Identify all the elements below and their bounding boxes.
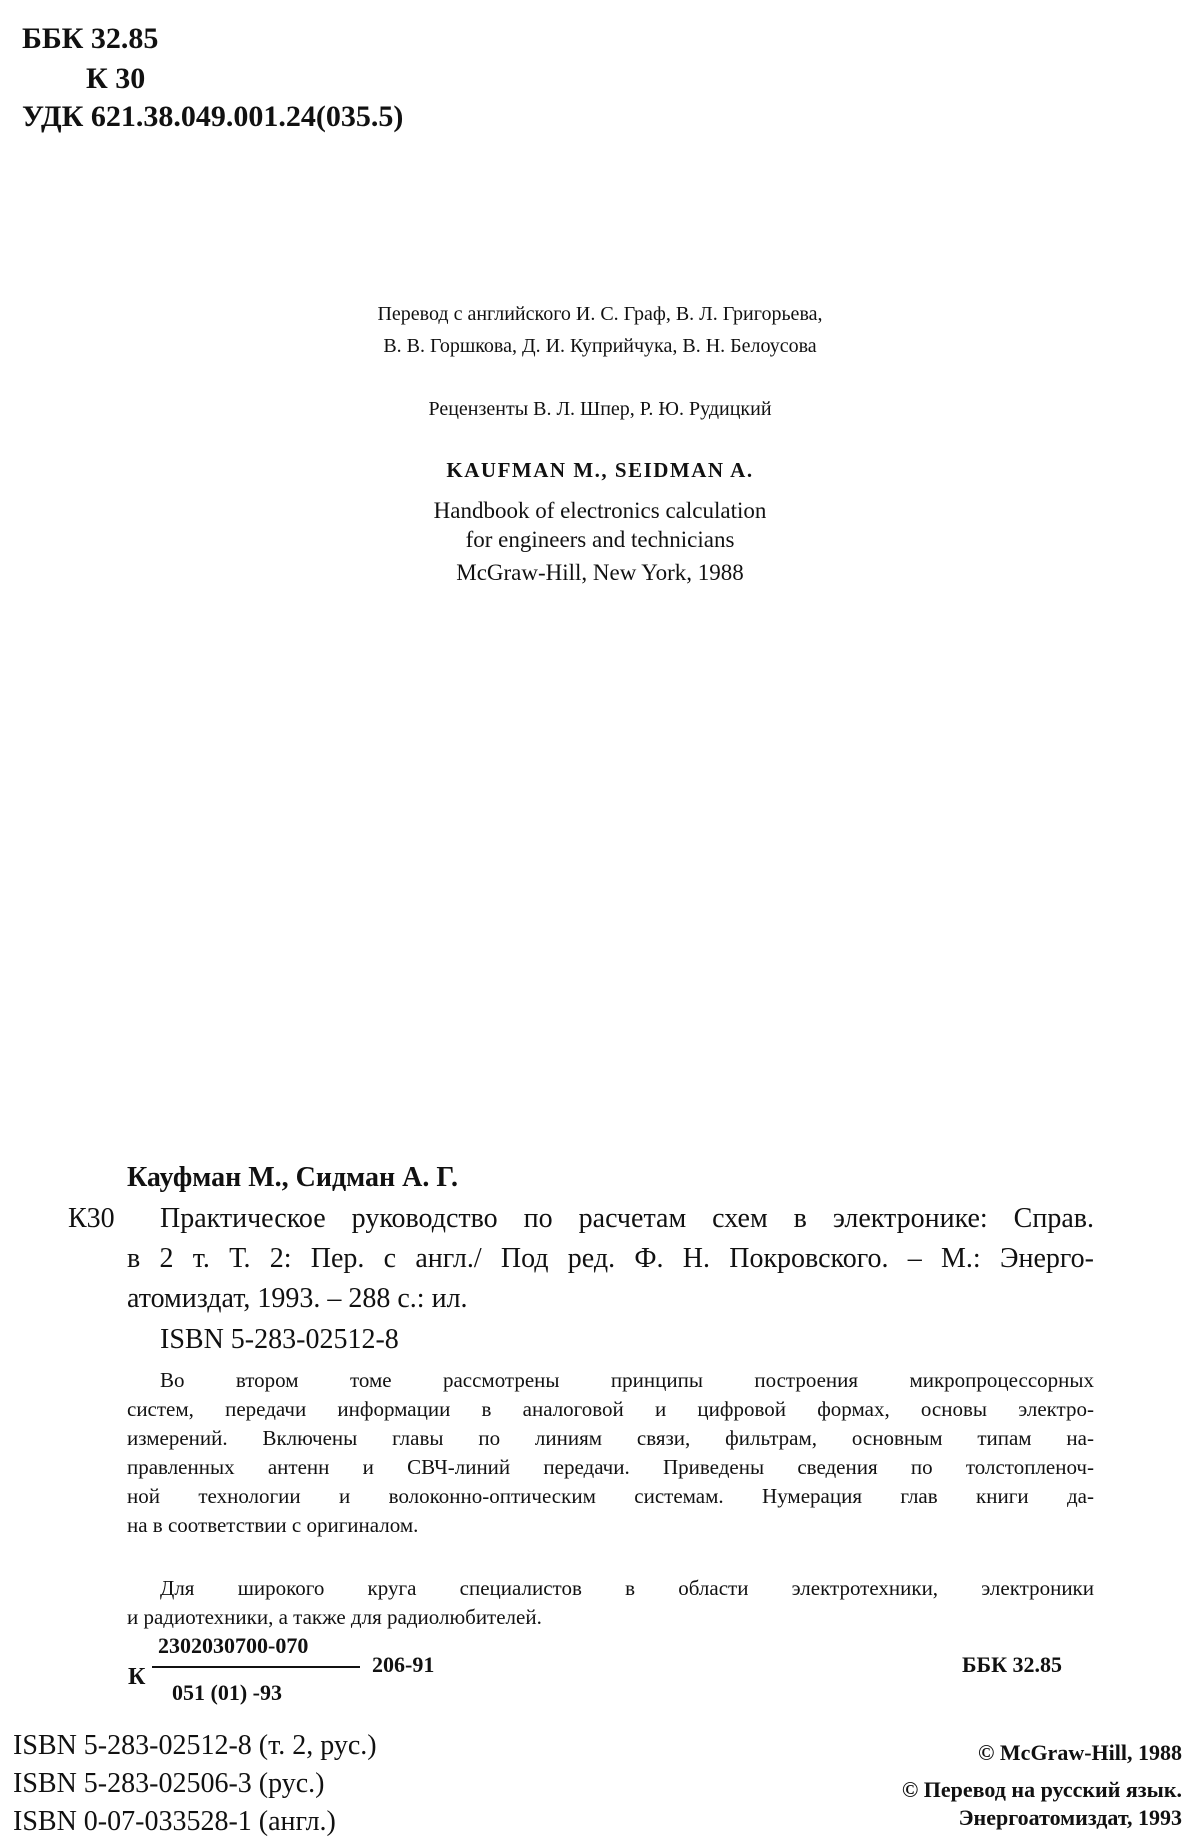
annotation-line: Для широкого круга специалистов в области электротехники, электроники <box>160 1576 1094 1600</box>
card-description-line: в 2 т. Т. 2: Пер. с англ./ Под ред. Ф. Н. Покровского. – М.: Энерго- <box>127 1243 1094 1274</box>
bbk-code: ББК 32.85 <box>22 22 159 55</box>
author-mark: К 30 <box>86 62 146 95</box>
isbn-line: ISBN 0-07-033528-1 (англ.) <box>13 1806 336 1837</box>
copyright-line: Энергоатомиздат, 1993 <box>958 1805 1182 1830</box>
annotation-line: Во втором томе рассмотрены принципы построения микропроцессорных <box>160 1368 1094 1392</box>
translators-line-1: Перевод с английского И. С. Граф, В. Л. Григорьева, <box>377 303 823 325</box>
annotation-line: на в соответствии с оригиналом. <box>127 1513 419 1537</box>
bib-code-letter: К <box>128 1664 146 1690</box>
copyright-line: © McGraw-Hill, 1988 <box>977 1740 1182 1765</box>
bbk-code-bottom: ББК 32.85 <box>962 1652 1063 1677</box>
card-isbn: ISBN 5-283-02512-8 <box>160 1324 399 1355</box>
bib-code-numerator: 2302030700-070 <box>158 1633 309 1658</box>
bib-code-denominator: 051 (01) -93 <box>172 1680 282 1705</box>
udk-code: УДК 621.38.049.001.24(035.5) <box>22 100 404 133</box>
bib-code-suffix: 206-91 <box>372 1652 435 1677</box>
isbn-line: ISBN 5-283-02506-3 (рус.) <box>13 1768 325 1799</box>
card-author: Кауфман М., Сидман А. Г. <box>127 1162 459 1193</box>
bib-code-fraction-line <box>152 1666 360 1668</box>
annotation-line: измерений. Включены главы по линиям связи, фильтрам, основным типам на- <box>127 1426 1094 1450</box>
annotation-line: ной технологии и волоконно-оптическим системам. Нумерация глав книги да- <box>127 1484 1094 1508</box>
translators-line-2: В. В. Горшкова, Д. И. Куприйчука, В. Н. Белоусова <box>383 335 817 357</box>
annotation-line: систем, передачи информации в аналоговой и цифровой формах, основы электро- <box>127 1397 1094 1421</box>
card-description-line: Практическое руководство по расчетам схем в электронике: Справ. <box>160 1203 1094 1234</box>
card-description-line: атомиздат, 1993. – 288 с.: ил. <box>127 1283 468 1314</box>
original-title-line-2: for engineers and technicians <box>465 527 735 552</box>
card-code: К30 <box>68 1203 115 1234</box>
original-authors: KAUFMAN M., SEIDMAN A. <box>446 458 754 482</box>
annotation-line: и радиотехники, а также для радиолюбителей. <box>127 1605 542 1629</box>
original-title-line-1: Handbook of electronics calculation <box>433 498 767 523</box>
isbn-line: ISBN 5-283-02512-8 (т. 2, рус.) <box>13 1730 377 1761</box>
annotation-line: правленных антенн и СВЧ-линий передачи. Приведены сведения по толстопленоч- <box>127 1455 1094 1479</box>
original-publisher: McGraw-Hill, New York, 1988 <box>456 560 744 585</box>
reviewers-line: Рецензенты В. Л. Шпер, Р. Ю. Рудицкий <box>428 398 772 420</box>
copyright-line: © Перевод на русский язык. <box>901 1777 1182 1802</box>
